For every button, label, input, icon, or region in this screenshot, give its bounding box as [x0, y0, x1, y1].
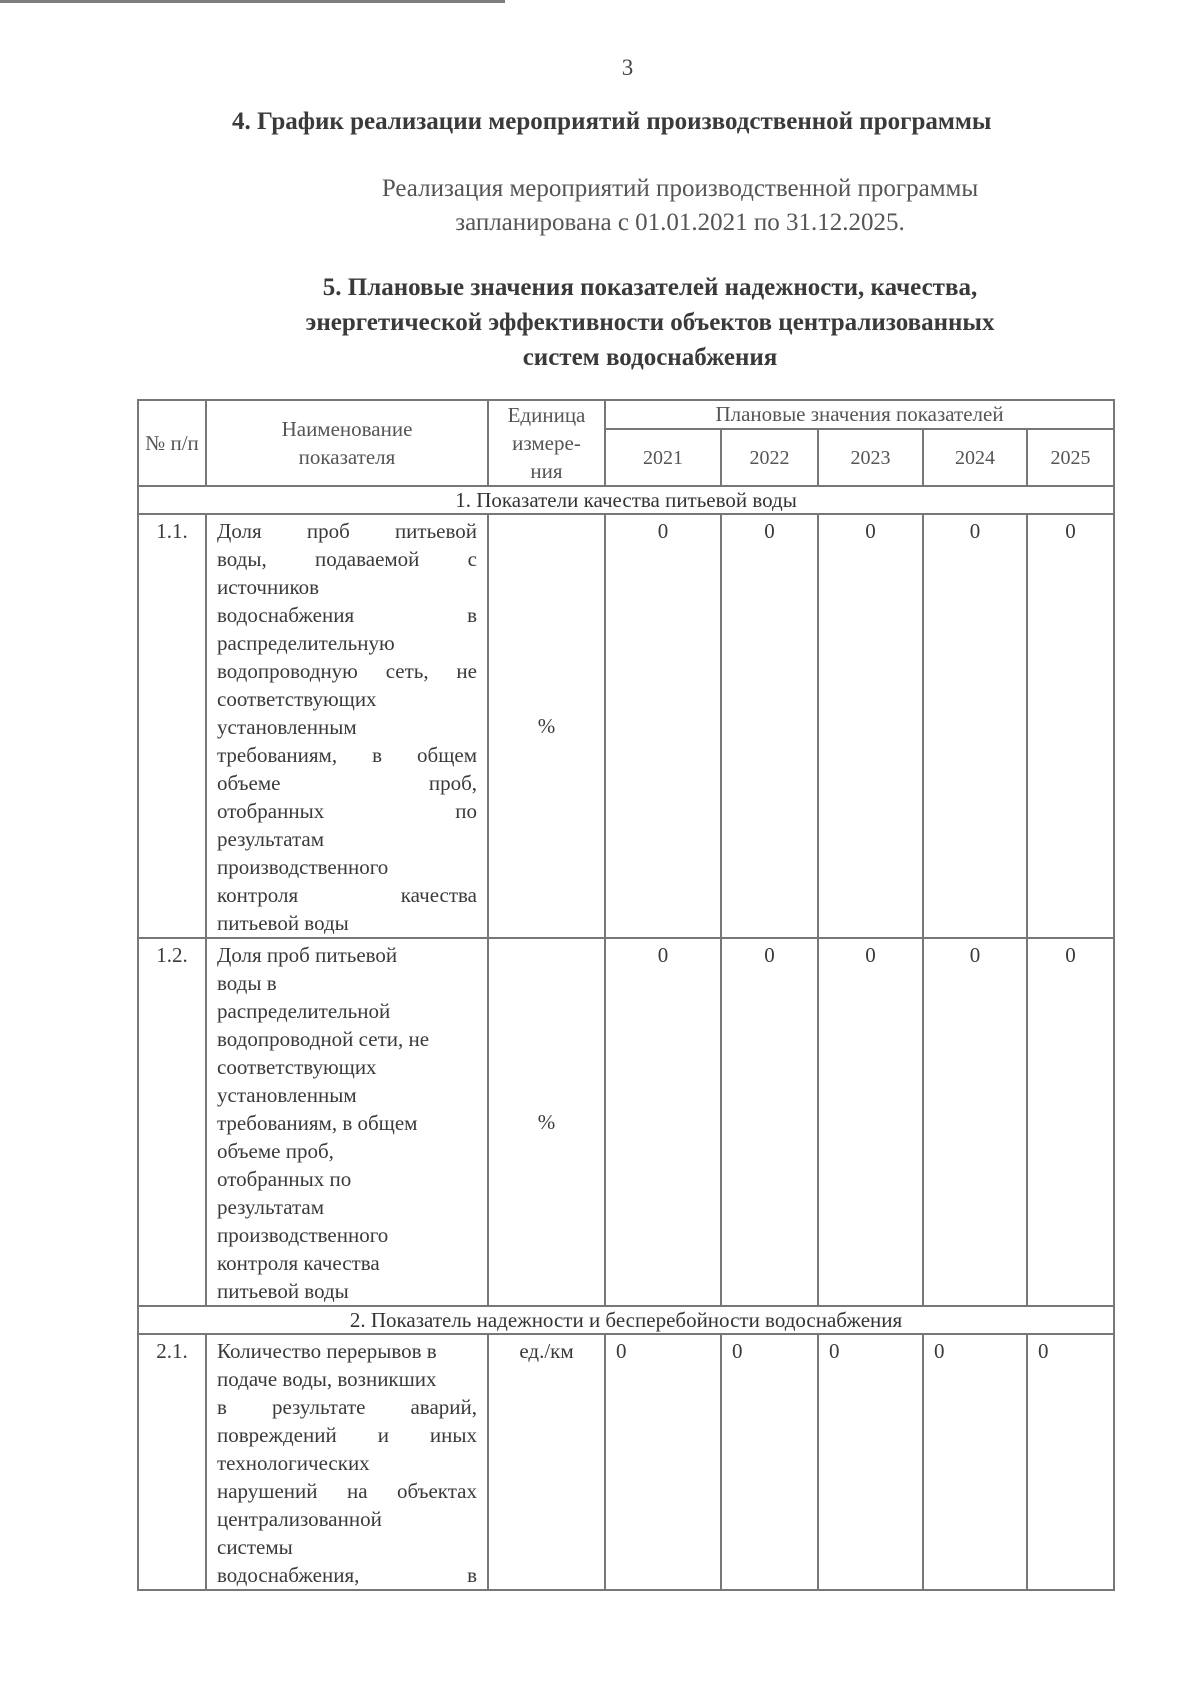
name-line: объеме проб, [217, 771, 477, 795]
name-line: водопроводную сеть, не [217, 659, 477, 683]
header-year-2022: 2022 [721, 429, 818, 486]
value-2024: 0 [923, 938, 1027, 1306]
name-line: контроля качества [217, 1251, 380, 1275]
section-4-text-line-1: Реализация мероприятий производственной программы [381, 175, 979, 202]
name-line: водоснабжения в [217, 603, 477, 627]
header-year-2024: 2024 [923, 429, 1027, 486]
value-2023: 0 [818, 514, 923, 938]
value-2025: 0 [1027, 1334, 1114, 1590]
table-row [138, 1334, 1114, 1590]
name-line: водопроводной сети, не [217, 1027, 430, 1051]
name-line: производственного [217, 855, 389, 879]
name-line: источников [217, 575, 320, 599]
section-5-heading-line-1: 5. Плановые значения показателей надежности, качества, [322, 274, 978, 301]
section-4-text-line-2: запланирована с 01.01.2021 по 31.12.2025. [455, 209, 905, 236]
name-line: воды в [217, 971, 277, 995]
name-line: питьевой воды [217, 1279, 349, 1303]
value-2025: 0 [1027, 938, 1114, 1306]
value-2023: 0 [818, 938, 923, 1306]
table-row [138, 938, 1114, 1306]
scan-edge-line [0, 0, 505, 3]
row-indicator-name [206, 514, 488, 938]
name-line: технологических [217, 1451, 370, 1475]
value-2021: 0 [605, 514, 721, 938]
section-row [138, 486, 1114, 514]
row-unit: % [488, 938, 605, 1306]
name-line: Доля проб питьевой [217, 943, 398, 967]
name-line: нарушений на объектах [217, 1479, 477, 1503]
header-num: № п/п [138, 400, 206, 486]
name-line: подаче воды, возникших [217, 1367, 437, 1391]
name-line: распределительную [217, 631, 395, 655]
row-number: 1.1. [138, 514, 206, 938]
name-line: результатам [217, 827, 325, 851]
section-5-heading-line-2: энергетической эффективности объектов централизованных [305, 309, 995, 336]
name-line: повреждений и иных [217, 1423, 477, 1447]
name-line: в результате аварий, [217, 1395, 477, 1419]
name-line: требованиям, в общем [217, 1111, 418, 1135]
row-unit: ед./км [488, 1334, 605, 1590]
name-line: отобранных по [217, 799, 477, 823]
value-2022: 0 [721, 514, 818, 938]
header-year-2023: 2023 [818, 429, 923, 486]
section-row [138, 1306, 1114, 1334]
name-line: распределительной [217, 999, 391, 1023]
name-line: питьевой воды [217, 911, 349, 935]
value-2022: 0 [721, 938, 818, 1306]
name-line: Количество перерывов в [217, 1339, 437, 1363]
section-5-heading [200, 270, 1100, 375]
header-name: Наименование показателя [206, 400, 488, 486]
section-4-text [250, 172, 1110, 240]
name-line: соответствующих [217, 1055, 377, 1079]
name-line: установленным [217, 715, 357, 739]
name-line: контроля качества [217, 883, 477, 907]
value-2021: 0 [605, 1334, 721, 1590]
name-line: воды, подаваемой с [217, 547, 477, 571]
name-line: водоснабжения, в [217, 1563, 477, 1587]
name-line: объеме проб, [217, 1139, 334, 1163]
value-2023: 0 [818, 1334, 923, 1590]
section-title: 2. Показатель надежности и бесперебойности водоснабжения [138, 1306, 1114, 1334]
name-line: производственного [217, 1223, 389, 1247]
value-2021: 0 [605, 938, 721, 1306]
name-line: централизованной [217, 1507, 382, 1531]
name-line: Доля проб питьевой [217, 519, 477, 543]
name-line: установленным [217, 1083, 357, 1107]
row-unit: % [488, 514, 605, 938]
table-row [138, 514, 1114, 938]
name-line: требованиям, в общем [217, 743, 477, 767]
name-line: системы [217, 1535, 293, 1559]
row-number: 2.1. [138, 1334, 206, 1590]
row-indicator-name [206, 1334, 488, 1590]
name-line: результатам [217, 1195, 325, 1219]
row-number: 1.2. [138, 938, 206, 1306]
name-line: отобранных по [217, 1167, 352, 1191]
section-5-heading-line-3: систем водоснабжения [522, 344, 778, 371]
section-title: 1. Показатели качества питьевой воды [138, 486, 1114, 514]
value-2024: 0 [923, 1334, 1027, 1590]
section-4-heading: 4. График реализации мероприятий производственной программы [232, 108, 992, 135]
page-number: 3 [621, 55, 634, 80]
indicators-table [137, 399, 1115, 1591]
row-indicator-name [206, 938, 488, 1306]
header-year-2021: 2021 [605, 429, 721, 486]
value-2022: 0 [721, 1334, 818, 1590]
header-plan-values: Плановые значения показателей [605, 400, 1114, 429]
value-2024: 0 [923, 514, 1027, 938]
value-2025: 0 [1027, 514, 1114, 938]
header-year-2025: 2025 [1027, 429, 1114, 486]
name-line: соответствующих [217, 687, 377, 711]
header-unit: Единица измере- ния [488, 400, 605, 486]
